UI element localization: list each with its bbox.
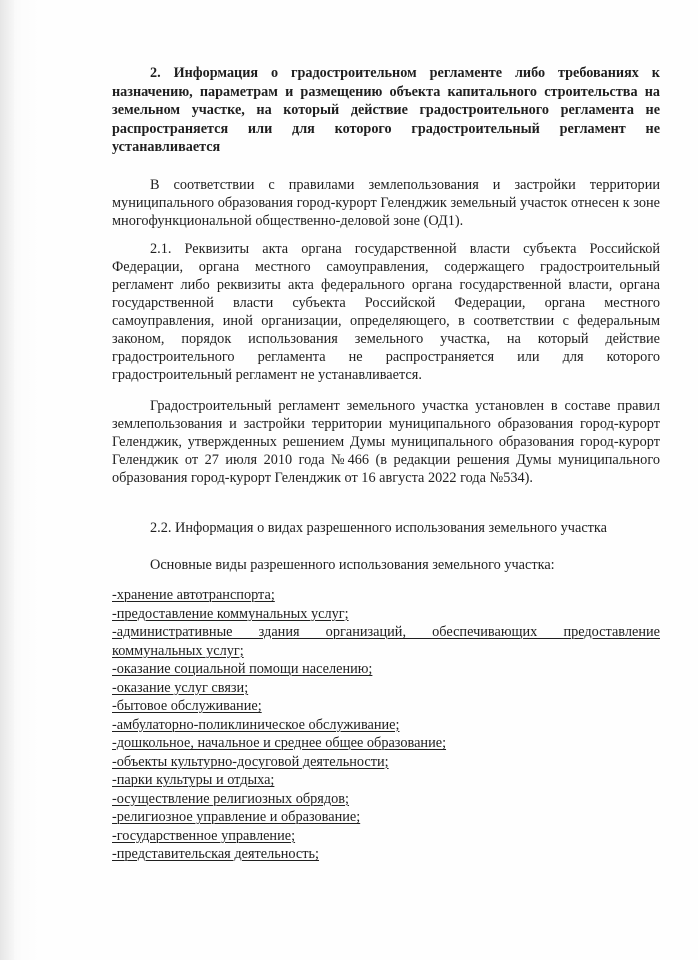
section-heading: 2. Информация о градостроительном регламенте либо требованиях к назначению, параметрам и размещению объекта капитального строительства на земельном участке, на который действие градостроительного регламента не распространяется или для которого градостроительный регламент не устанавливается: [112, 65, 660, 156]
list-item: -дошкольное, начальное и среднее общее образование;: [112, 735, 447, 751]
paragraph-usage-info-title: 2.2. Информация о видах разрешенного использования земельного участка: [150, 520, 607, 536]
list-item: -религиозное управление и образование;: [112, 809, 361, 825]
list-item: -административные здания организаций, обеспечивающих предоставление коммунальных услуг;: [112, 624, 660, 659]
list-item: -осуществление религиозных обрядов;: [112, 790, 350, 807]
paragraph-main-uses-intro: Основные виды разрешенного использования земельного участка:: [150, 557, 555, 573]
page-edge-shadow: [0, 0, 14, 960]
list-item: -государственное управление;: [112, 827, 296, 844]
list-item: -представительская деятельность;: [112, 846, 320, 862]
paragraph-zone-assignment: В соответствии с правилами землепользования и застройки территории муниципального образования город-курорт Геленджик земельный участок отнесен к зоне многофункциональной общественно-деловой зоне (ОД1).: [112, 177, 660, 229]
list-item: -бытовое обслуживание;: [112, 698, 262, 714]
paragraph-regulation-source: Градостроительный регламент земельного участка установлен в составе правил землепользования и застройки территории муниципального образования город-курорт Геленджик, утвержденных решением Думы муниципального образования город-курорт Геленджик от 27 июля 2010 года №466 (в редакции решения Думы муниципального образования город-курорт Геленджик от 16 августа 2022 года №534).: [112, 398, 660, 486]
list-item: -оказание социальной помощи населению;: [112, 661, 373, 677]
list-item: -парки культуры и отдыха;: [112, 772, 275, 788]
list-item: -объекты культурно-досуговой деятельности;: [112, 753, 389, 770]
list-item: -оказание услуг связи;: [112, 679, 249, 696]
permitted-uses-list: [112, 586, 660, 864]
paragraph-act-details: 2.1. Реквизиты акта органа государственной власти субъекта Российской Федерации, органа местного самоуправления, содержащего градостроительный регламент либо реквизиты акта федерального органа государственной власти, органа государственной власти субъекта Российской Федерации, органа местного самоуправления, иной организации, определяющего, в соответствии с федеральным законом, порядок использования земельного участка, на который действие градостроительного регламента не распространяется или для которого градостроительный регламент не устанавливается.: [112, 241, 660, 383]
list-item: -амбулаторно-поликлиническое обслуживание;: [112, 716, 400, 733]
list-item: -хранение автотранспорта;: [112, 587, 275, 603]
list-item: -предоставление коммунальных услуг;: [112, 605, 349, 622]
